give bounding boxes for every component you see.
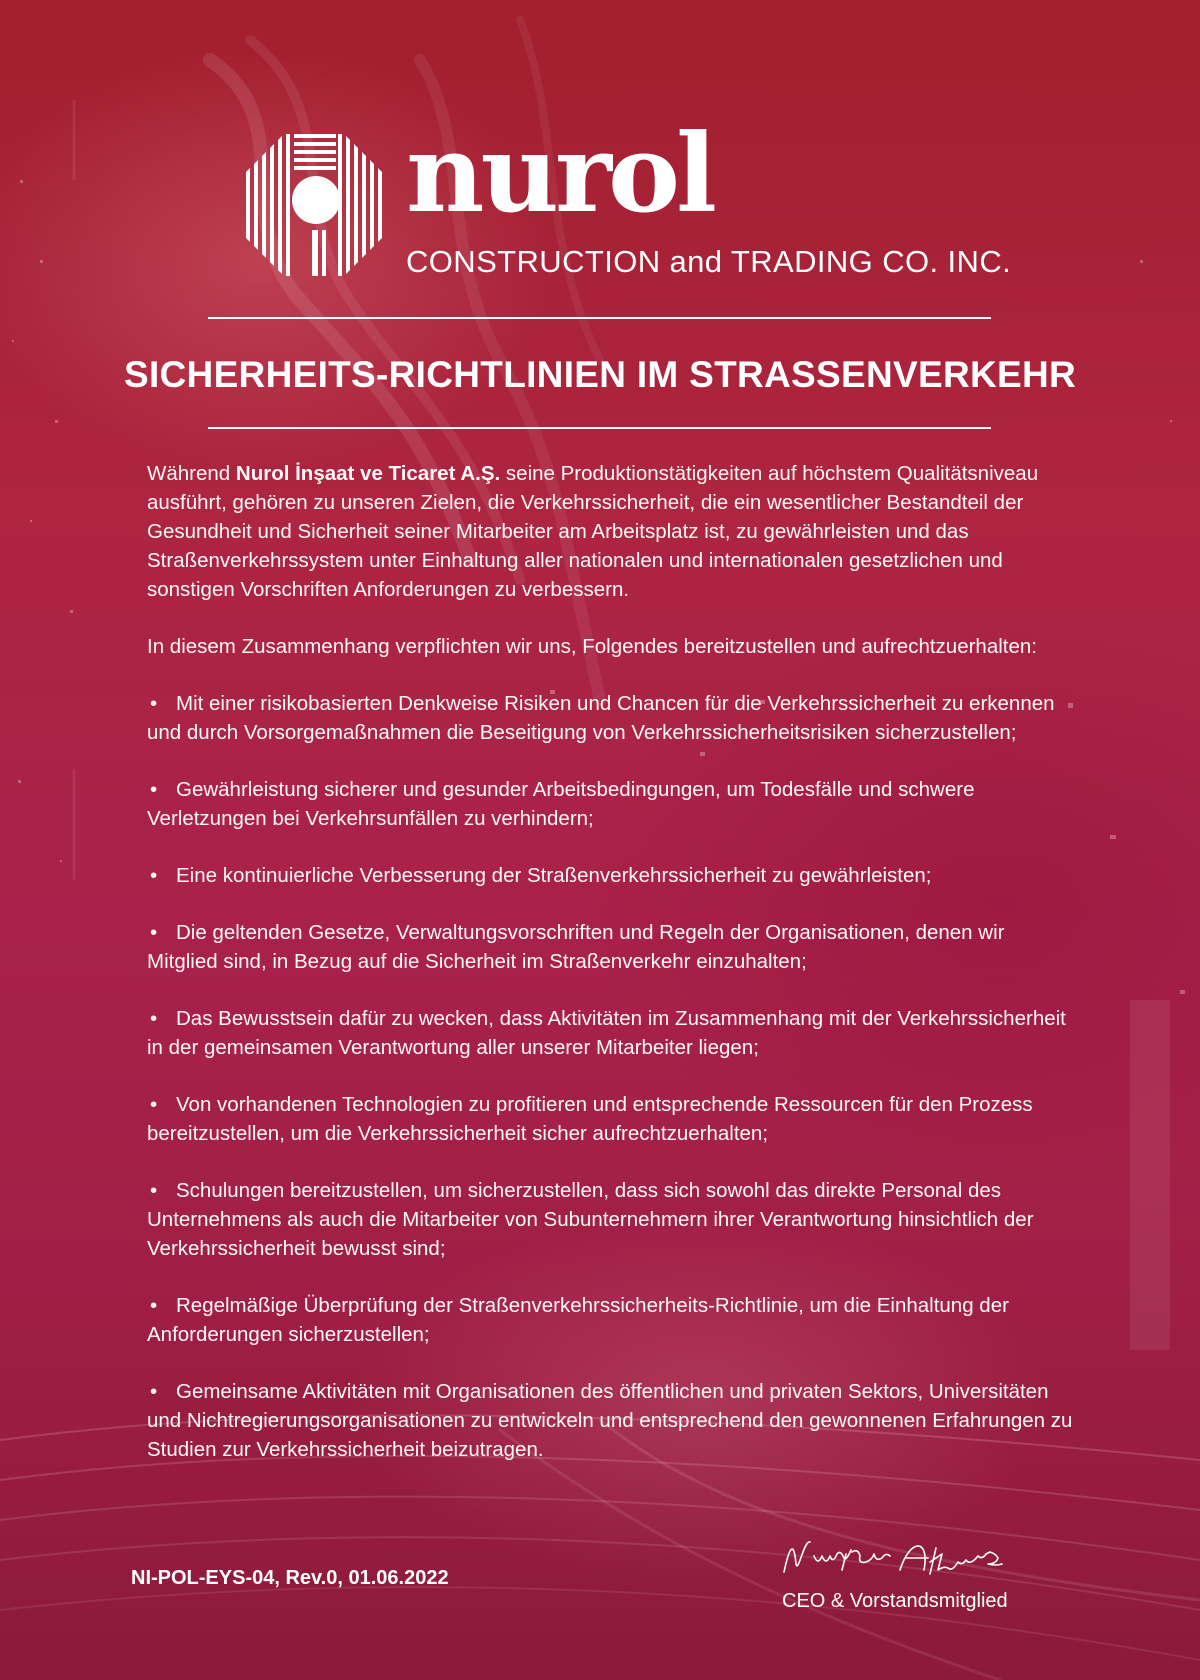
bullet-icon: • (150, 1007, 158, 1030)
intro-paragraph (147, 459, 1077, 604)
list-item-text: Eine kontinuierliche Verbesserung der Straßenverkehrssicherheit zu gewährleisten; (176, 864, 932, 887)
list-item (147, 861, 1077, 890)
company-logo (244, 111, 1012, 284)
intro-prefix: Während (147, 462, 236, 485)
bullet-icon: • (150, 692, 158, 715)
policy-body (147, 459, 1077, 1492)
company-subtitle: CONSTRUCTION and TRADING CO. INC. (406, 244, 1012, 279)
document-code: NI-POL-EYS-04, Rev.0, 01.06.2022 (131, 1567, 449, 1589)
bullet-icon: • (150, 864, 158, 887)
commitment-list (147, 689, 1077, 1464)
list-item-text: Das Bewusstsein dafür zu wecken, dass Aktivitäten im Zusammenhang mit der Verkehrssicherheit in der gemeinsamen Verantwortung aller unserer Mitarbeiter liegen; (147, 1007, 1066, 1059)
list-item-text: Mit einer risikobasierten Denkweise Risiken und Chancen für die Verkehrssicherheit zu erkennen und durch Vorsorgemaßnahmen die Beseitigung von Verkehrssicherheitsrisiken sicherzustellen; (147, 692, 1055, 744)
list-item (147, 1090, 1077, 1148)
commitment-intro: In diesem Zusammenhang verpflichten wir uns, Folgendes bereitzustellen und aufrechtzuerhalten: (147, 635, 1037, 658)
list-item-text: Gewährleistung sicherer und gesunder Arbeitsbedingungen, um Todesfälle und schwere Verletzungen bei Verkehrsunfällen zu verhindern; (147, 778, 975, 830)
list-item (147, 1377, 1077, 1464)
list-item-text: Gemeinsame Aktivitäten mit Organisationen des öffentlichen und privaten Sektors, Universitäten und Nichtregierungsorganisationen zu entwickeln und entsprechend den gewonnenen Erfahrungen zu Studien zur Verkehrssicherheit beizutragen. (147, 1380, 1073, 1461)
list-item (147, 918, 1077, 976)
company-name: Nurol İnşaat ve Ticaret A.Ş. (235, 462, 501, 485)
bullet-icon: • (150, 778, 158, 801)
bullet-icon: • (150, 1093, 158, 1116)
signatory-role: CEO & Vorstandsmitglied (782, 1590, 1008, 1612)
list-item (147, 1004, 1077, 1062)
title-divider-top (208, 317, 991, 319)
nurol-logo-mark-icon (244, 134, 384, 276)
bullet-icon: • (150, 921, 158, 944)
list-item (147, 689, 1077, 747)
list-item (147, 1176, 1077, 1263)
bullet-icon: • (150, 1380, 158, 1403)
handwritten-signature (780, 1534, 1020, 1582)
list-item-text: Regelmäßige Überprüfung der Straßenverkehrssicherheits-Richtlinie, um die Einhaltung der Anforderungen sicherzustellen; (147, 1294, 1009, 1346)
logo-wordmark: nurol (406, 111, 714, 237)
title-divider-bottom (208, 427, 991, 429)
list-item (147, 1291, 1077, 1349)
list-item-text: Von vorhandenen Technologien zu profitieren und entsprechende Ressourcen für den Prozess bereitzustellen, um die Verkehrssicherheit sicher aufrechtzuerhalten; (147, 1093, 1033, 1145)
list-item-text: Die geltenden Gesetze, Verwaltungsvorschriften und Regeln der Organisationen, denen wir Mitglied sind, in Bezug auf die Sicherheit im Straßenverkehr einzuhalten; (147, 921, 1005, 973)
bullet-icon: • (150, 1294, 158, 1317)
bullet-icon: • (150, 1179, 158, 1202)
page-title: SICHERHEITS-RICHTLINIEN IM STRASSENVERKEHR (123, 354, 1077, 395)
intro-text: seine Produktionstätigkeiten auf höchstem Qualitätsniveau ausführt, gehören zu unseren Zielen, die Verkehrssicherheit, die ein wesentlicher Bestandteil der Gesundheit und Sicherheit seiner Mitarbeiter am Arbeitsplatz ist, zu gewährleisten und das Straßenverkehrssystem unter Einhaltung aller nationalen und internationalen gesetzlichen und sonstigen Vorschriften Anforderungen zu verbessern. (147, 462, 1039, 601)
list-item (147, 775, 1077, 833)
list-item-text: Schulungen bereitzustellen, um sicherzustellen, dass sich sowohl das direkte Personal des Unternehmens als auch die Mitarbeiter von Subunternehmern ihrer Verantwortung hinsichtlich der Verkehrssicherheit bewusst sind; (147, 1179, 1034, 1260)
